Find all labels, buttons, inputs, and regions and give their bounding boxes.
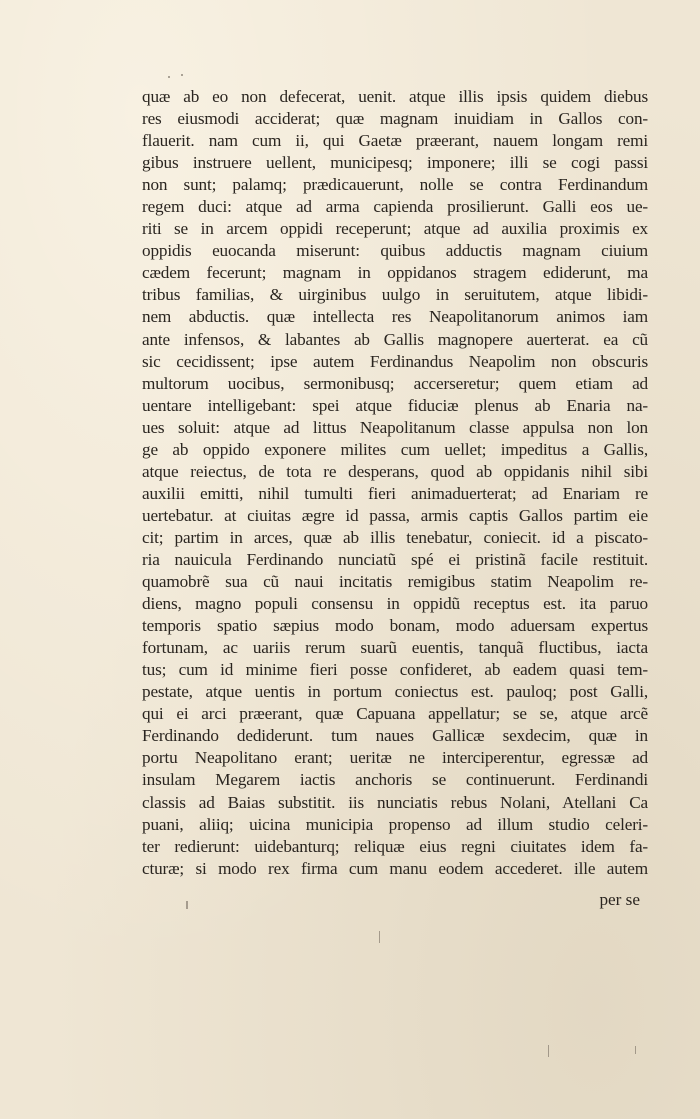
text-line: nem abductis. quæ intellecta res Neapolitanorum animos iam: [142, 307, 648, 327]
text-line: ues soluit: atque ad littus Neapolitanum classe appulsa non lon: [142, 417, 648, 437]
ink-speck: [548, 1045, 549, 1057]
ink-speck: [379, 931, 380, 943]
text-line: cædem fecerunt; magnam in oppidanos stragem ediderunt, ma: [142, 263, 648, 283]
text-line: temporis spatio sæpius modo bonam, modo aduersam expertus: [142, 616, 648, 636]
text-line: pestate, atque uentis in portum coniectus est. pauloq; post Galli,: [142, 682, 648, 702]
text-line: classis ad Baias substitit. iis nunciatis rebus Nolani, Atellani Ca: [142, 792, 648, 812]
ink-speck: [186, 901, 188, 909]
text-line: insulam Megarem iactis anchoris se continuerunt. Ferdinandi: [142, 770, 648, 790]
text-line: ge ab oppido exponere milites cum uellet; impeditus a Gallis,: [142, 439, 648, 459]
text-line: oppidis euocanda miserunt: quibus adductis magnam ciuium: [142, 241, 648, 261]
text-line: Ferdinando dediderunt. tum naues Gallicæ sexdecim, quæ in: [142, 726, 648, 746]
text-line: fortunam, ac uariis rerum suarũ euentis, tanquã fluctibus, iacta: [142, 638, 648, 658]
text-line: qui ei arci præerant, quæ Capuana appellatur; se se, atque arcẽ: [142, 704, 648, 724]
text-line: cturæ; si modo rex firma cum manu eodem accederet. ille autem: [142, 858, 648, 878]
text-line: sic cecidissent; ipse autem Ferdinandus Neapolim non obscuris: [142, 351, 648, 371]
text-line: res eiusmodi acciderat; quæ magnam inuidiam in Gallos con-: [142, 109, 648, 129]
catchword: per se: [599, 890, 640, 909]
text-line: tribus familias, & uirginibus uulgo in seruitutem, atque libidi-: [142, 285, 648, 305]
text-line: atque reiectus, de tota re desperans, quod ab oppidanis nihil sibi: [142, 461, 648, 481]
text-line: non sunt; palamq; prædicauerunt, nolle se contra Ferdinandum: [142, 175, 648, 195]
text-line: quamobrẽ sua cũ naui incitatis remigibus statim Neapolim re-: [142, 572, 648, 592]
text-line: quæ ab eo non defecerat, uenit. atque illis ipsis quidem diebus: [142, 87, 648, 106]
ink-speck: [181, 74, 183, 76]
text-line: riti se in arcem oppidi receperunt; atque ad auxilia proximis ex: [142, 219, 648, 239]
text-line: portu Neapolitano erant; ueritæ ne interciperentur, egressæ ad: [142, 748, 648, 768]
text-line: regem duci: atque ad arma capienda prosilierunt. Galli eos ue-: [142, 197, 648, 217]
text-line: ante infensos, & labantes ab Gallis magnopere auerterat. ea cũ: [142, 329, 648, 349]
text-line: auxilii emitti, nihil tumulti fieri animaduerterat; ad Enariam re: [142, 483, 648, 503]
text-line: puani, aliiq; uicina municipia propenso ad illum studio celeri-: [142, 814, 648, 834]
text-line: ria nauicula Ferdinando nunciatũ spé ei pristinã facile restituit.: [142, 549, 648, 569]
ink-speck: [168, 76, 170, 78]
body-text: [142, 86, 648, 880]
text-line: tus; cum id minime fieri posse confideret, ab eadem quasi tem-: [142, 660, 648, 680]
text-line: diens, magno populi consensu in oppidũ receptus est. ita paruo: [142, 594, 648, 614]
text-line: multorum uocibus, sermonibusq; accerseretur; quem etiam ad: [142, 373, 648, 393]
text-line: flauerit. nam cum ii, qui Gaetæ præerant, nauem longam remi: [142, 131, 648, 151]
text-line: uentare intelligebant: spei atque fiduciæ plenus ab Enaria na-: [142, 395, 648, 415]
text-line: cit; partim in arces, quæ ab illis tenebatur, coniecit. id a piscato-: [142, 527, 648, 547]
text-line: uertebatur. at ciuitas ægre id passa, armis captis Gallos partim eie: [142, 505, 648, 525]
text-line: ter redierunt: uidebanturq; reliquæ eius regni ciuitates idem fa-: [142, 836, 648, 856]
ink-speck: [635, 1046, 636, 1054]
text-line: gibus instruere uellent, municipesq; imponere; illi se cogi passi: [142, 153, 648, 173]
